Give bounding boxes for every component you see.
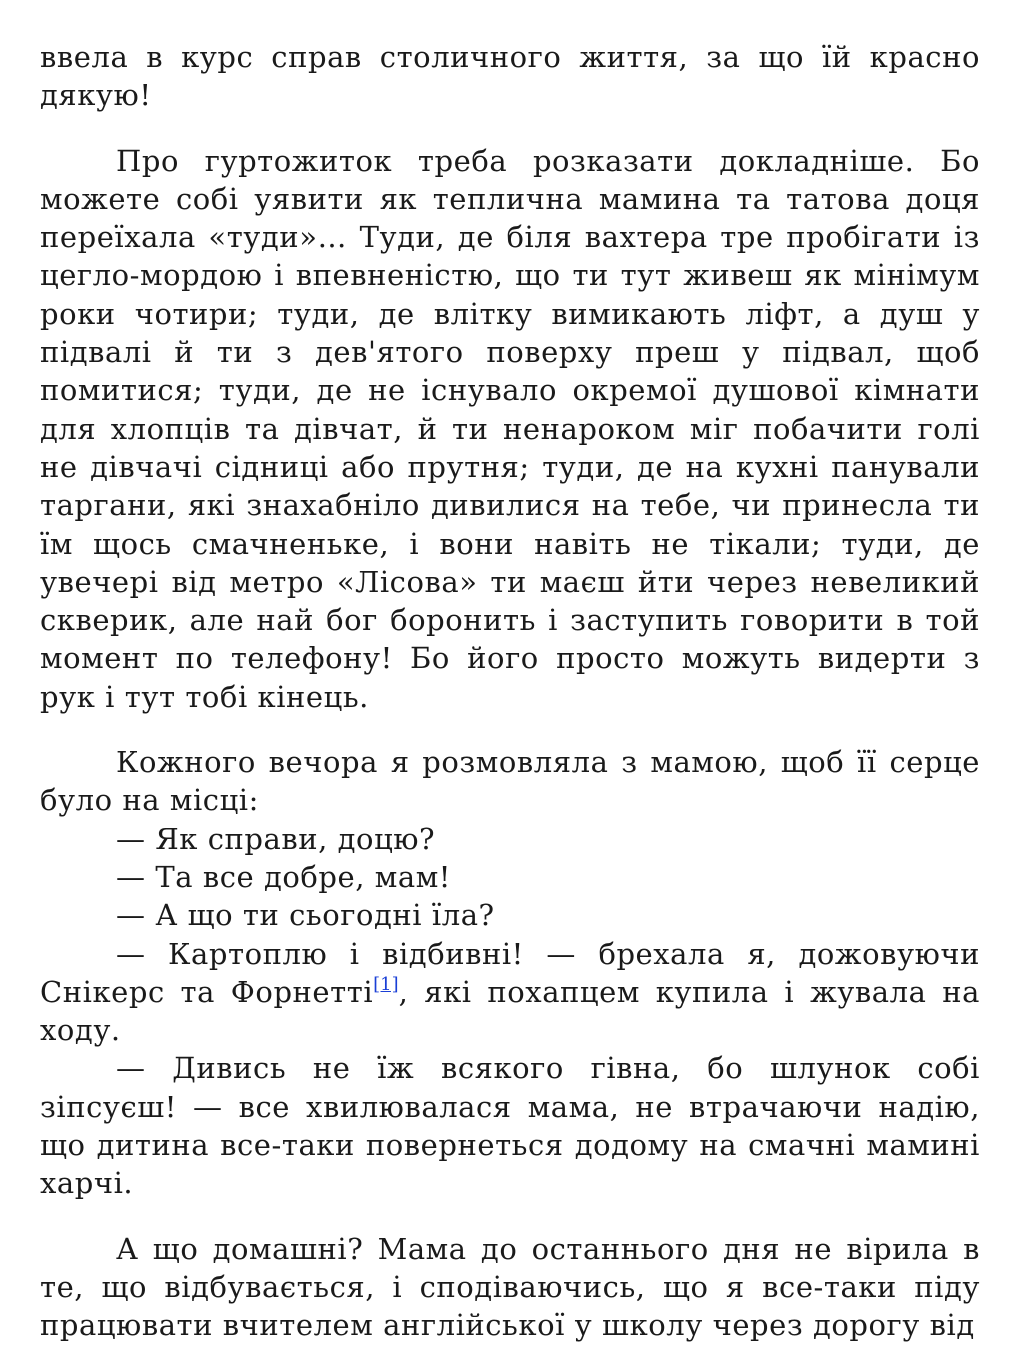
paragraph-family: А що домашні? Мама до останнього дня не вірила в те, що відбувається, і сподіваючись, що я все-таки піду працювати вчителем англійської у школу через дорогу від	[40, 1231, 980, 1343]
dialogue-line-1: — Як справи, доцю?	[116, 821, 436, 856]
dialogue-line-5: — Дивись не їж всякого гівна, бо шлунок собі зіпсуєш! — все хвилювалася мама, не втрачаючи надію, що дитина все-таки повернеться додому на смачні мамині харчі.	[40, 1051, 980, 1201]
paragraph-continuation: ввела в курс справ столичного життя, за що їй красно дякую!	[40, 40, 980, 113]
footnote-link[interactable]: [1]	[373, 973, 399, 995]
book-page	[40, 38, 980, 1345]
dialogue-line-3: — А що ти сьогодні їла?	[116, 898, 495, 933]
dialogue-line-2: — Та все добре, мам!	[116, 859, 452, 894]
paragraph-evening-calls: Кожного вечора я розмовляла з мамою, щоб її серце було на місці:	[40, 745, 980, 818]
dialogue-line-4-text-end: , які похапцем купила і жувала на ходу.	[40, 974, 980, 1048]
dialogue-line-4-text-start: — Картоплю і відбивні! — брехала я, дожовуючи Снікерс та Форнетті	[40, 936, 980, 1009]
dialogue-line-4	[40, 935, 980, 1050]
paragraph-dormitory: Про гуртожиток треба розказати докладніше. Бо можете собі уявити як теплична мамина та татова доця переїхала «туди»… Туди, де біля вахтера тре пробігати із цегло-мордою і впевненістю, що ти тут живеш як мінімум роки чотири; туди, де влітку вимикають ліфт, а душ у підвалі й ти з дев'ятого поверху преш у підвал, щоб помитися; туди, де не існувало окремої душової кімнати для хлопців та дівчат, й ти ненароком міг побачити голі не дівчачі сідниці або прутня; туди, де на кухні панували таргани, які знахабніло дивилися на тебе, чи принесла ти їм щось смачненьке, і вони навіть не тікали; туди, де увечері від метро «Лісова» ти маєш йти через невеликий скверик, але най бог боронить і заступить говорити в той момент по телефону! Бо його просто можуть видерти з рук і тут тобі кінець.	[40, 143, 980, 714]
